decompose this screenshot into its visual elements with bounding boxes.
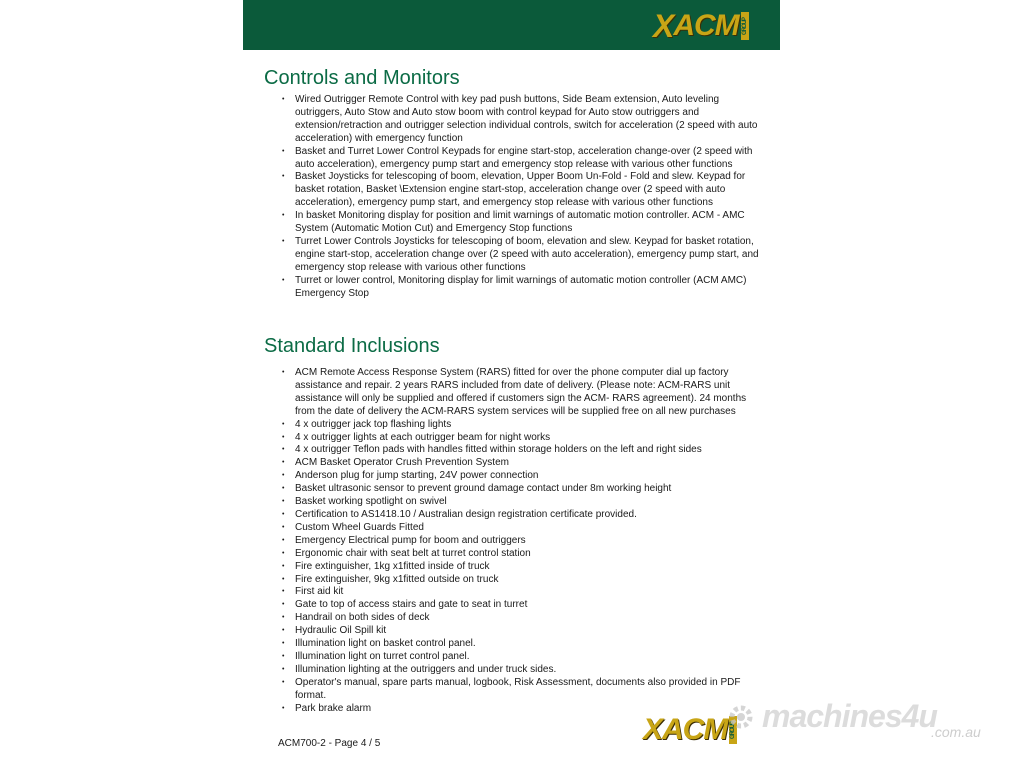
list-item: • 4 x outrigger Teflon pads with handles fitted within storage holders on the left and right sides	[279, 444, 765, 457]
list-item: • Park brake alarm	[279, 703, 765, 716]
list-item: • Fire extinguisher, 1kg x1fitted inside of truck	[279, 561, 765, 574]
logo-x-mark: X	[653, 7, 674, 44]
list-item: • Illumination lighting at the outriggers and under truck sides.	[279, 664, 765, 677]
list-item: • Turret Lower Controls Joysticks for telescoping of boom, elevation and slew. Keypad for basket rotation, engine start-stop, acceleration change over (2 speed with auto acceleration), emergency pump start, and emergency stop release with various other functions	[279, 236, 765, 275]
list-item: • 4 x outrigger jack top flashing lights	[279, 419, 765, 432]
list-item: • Illumination light on basket control panel.	[279, 638, 765, 651]
page-number: ACM700-2 - Page 4 / 5	[278, 738, 381, 749]
logo-acm-text: ACM	[673, 9, 739, 42]
list-item: • Gate to top of access stairs and gate to seat in turret	[279, 599, 765, 612]
controls-list	[279, 94, 765, 301]
footer-logo-acm-text: ACM	[662, 713, 728, 746]
list-item: • Illumination light on turret control panel.	[279, 651, 765, 664]
list-item: • Wired Outrigger Remote Control with key pad push buttons, Side Beam extension, Auto leveling outriggers, Auto Stow and Auto stow boom with control keypad for Auto stow outriggers and extension/retraction and outrigger selection individual controls, switch for acceleration (2 speed with auto acceleration) with emergency function	[279, 94, 765, 146]
gear-icon	[726, 702, 756, 732]
machines4u-watermark	[726, 698, 996, 742]
acm-footer-logo	[643, 712, 737, 748]
watermark-sub-text: .com.au	[931, 724, 981, 740]
list-item: • Operator's manual, spare parts manual, logbook, Risk Assessment, documents also provided in PDF format.	[279, 677, 765, 703]
inclusions-list	[279, 367, 765, 715]
list-item: • Handrail on both sides of deck	[279, 612, 765, 625]
logo-group-text: GROUP	[741, 12, 749, 40]
list-item: • ACM Basket Operator Crush Prevention System	[279, 457, 765, 470]
header-bar	[243, 0, 780, 50]
list-item: • Turret or lower control, Monitoring display for limit warnings of automatic motion controller (ACM AMC) Emergency Stop	[279, 275, 765, 301]
list-item: • Basket working spotlight on swivel	[279, 496, 765, 509]
list-item: • Basket Joysticks for telescoping of boom, elevation, Upper Boom Un-Fold - Fold and slew. Keypad for basket rotation, Basket \Extension engine start-stop, acceleration change over (2 speed with auto acceleration), emergency pump start, and emergency stop release with various other functions	[279, 171, 765, 210]
list-item: • Custom Wheel Guards Fitted	[279, 522, 765, 535]
list-item: • 4 x outrigger lights at each outrigger beam for night works	[279, 432, 765, 445]
section-title-controls: Controls and Monitors	[264, 67, 460, 89]
list-item: • ACM Remote Access Response System (RARS) fitted for over the phone computer dial up factory assistance and repair. 2 years RARS included from date of delivery. (Please note: ACM-RARS unit assistance will only be supplied and offered if customers sign the ACM- RARS agreement). 24 months from the date of delivery the ACM-RARS system services will be supplied free on all new purchases	[279, 367, 765, 419]
footer-logo-x-mark: X	[643, 713, 663, 746]
list-item: • Hydraulic Oil Spill kit	[279, 625, 765, 638]
list-item: • Ergonomic chair with seat belt at turret control station	[279, 548, 765, 561]
watermark-main-text: machines4u	[762, 698, 937, 734]
list-item: • Fire extinguisher, 9kg x1fitted outside on truck	[279, 574, 765, 587]
list-item: • Certification to AS1418.10 / Australian design registration certificate provided.	[279, 509, 765, 522]
footer-logo-group-text: GROUP	[729, 716, 737, 744]
acm-logo	[653, 8, 749, 44]
list-item: • Anderson plug for jump starting, 24V power connection	[279, 470, 765, 483]
list-item: • Emergency Electrical pump for boom and outriggers	[279, 535, 765, 548]
document-page	[243, 0, 780, 768]
list-item: • Basket ultrasonic sensor to prevent ground damage contact under 8m working height	[279, 483, 765, 496]
section-title-inclusions: Standard Inclusions	[264, 335, 440, 357]
list-item: • First aid kit	[279, 586, 765, 599]
list-item: • Basket and Turret Lower Control Keypads for engine start-stop, acceleration change-over (2 speed with auto acceleration), emergency pump start and emergency stop release with various other functions	[279, 146, 765, 172]
list-item: • In basket Monitoring display for position and limit warnings of automatic motion controller. ACM - AMC System (Automatic Motion Cut) and Emergency Stop functions	[279, 210, 765, 236]
